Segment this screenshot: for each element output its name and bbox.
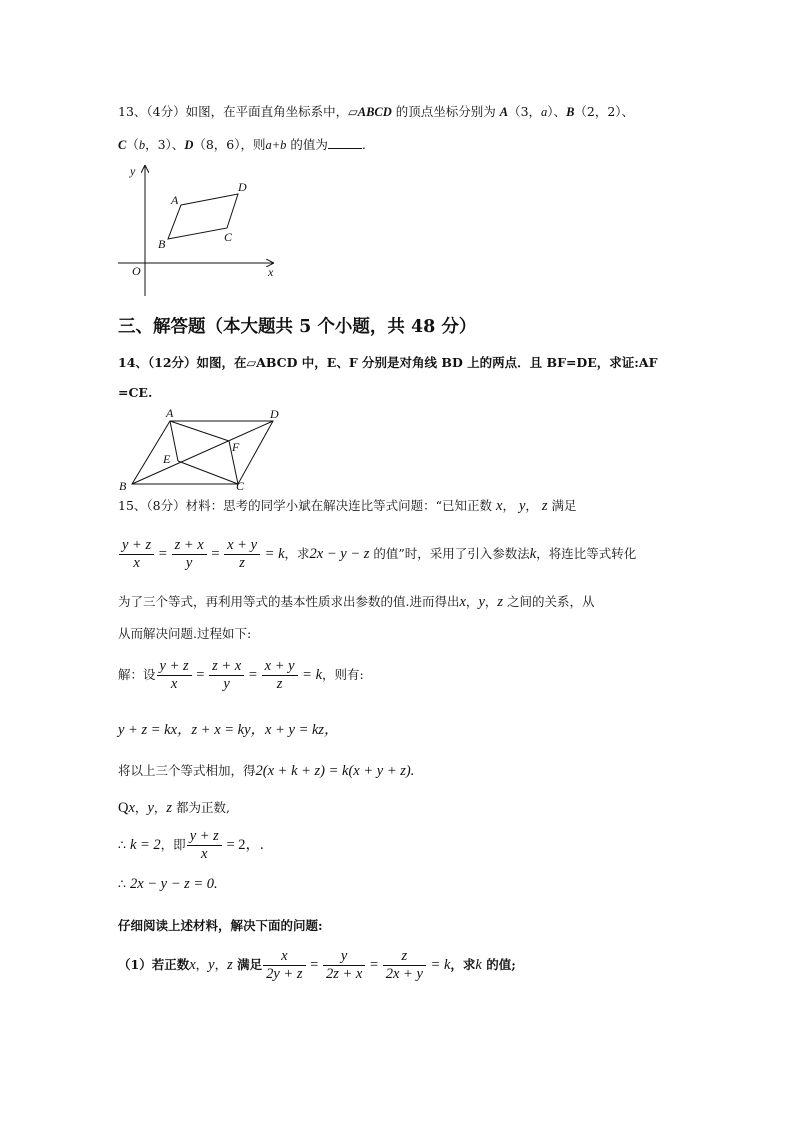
var-z: z	[541, 498, 548, 514]
q15-l2-mid: ，求	[284, 546, 310, 561]
frac-den: y	[185, 555, 193, 571]
q13-C-coords-2: ，3）、	[145, 137, 185, 152]
q13-A: A	[499, 105, 509, 119]
equals: =	[245, 667, 261, 683]
fraction-3	[224, 537, 260, 572]
frac-num: z + x	[209, 658, 244, 676]
frac-num: z + x	[172, 537, 207, 555]
comma: ，	[195, 957, 209, 972]
fraction-3b	[262, 658, 298, 693]
q15-l2-end: ，将连比等式转化	[536, 546, 637, 561]
fraction-2b	[209, 658, 244, 693]
q13-b: b	[138, 138, 146, 152]
frac-den: x	[170, 676, 178, 692]
q13-sep: ）、	[547, 104, 567, 119]
q13-line-1	[118, 104, 634, 120]
frac-den: x	[201, 846, 208, 862]
q13-figure	[118, 160, 288, 300]
label-F-14: F	[232, 440, 240, 454]
fraction-1	[119, 537, 154, 572]
q13-text: 13、（4分）如图，在平面直角坐标系中，	[118, 104, 349, 119]
label-O: O	[132, 264, 141, 278]
frac-den: y	[223, 676, 230, 692]
sum-expression: 2(x + k + z) = k(x + y + z).	[255, 763, 415, 779]
q15-line-3	[118, 594, 595, 610]
q15-l3-text: 为了三个等式，再利用等式的基本性质求出参数的值.进而得出	[118, 594, 460, 609]
q14-line-1: 14、（12分）如图，在▱ABCD 中，E、F 分别是对角线 BD 上的两点．且 BF=DE，求证:AF	[118, 355, 658, 370]
frac-num: x	[263, 948, 305, 966]
comma: ，	[484, 594, 498, 609]
q15-l7-text: 将以上三个等式相加，得	[118, 763, 256, 778]
label-D-14: D	[270, 407, 279, 421]
q15-l12-c: ，求	[450, 957, 476, 972]
label-E-14: E	[163, 452, 171, 466]
q15-l9-text: ，即	[160, 837, 186, 852]
q15-l12-text: （1）若正数	[118, 957, 190, 972]
label-x: x	[268, 265, 274, 279]
equals: =	[207, 546, 224, 562]
q15-line-9	[118, 826, 264, 864]
since-symbol: Q	[118, 800, 129, 816]
fraction-2	[172, 537, 207, 572]
frac-num: x + y	[262, 658, 298, 676]
q13-tail: 的值为	[286, 137, 328, 152]
q15-line-5	[118, 656, 364, 694]
label-A: A	[171, 193, 179, 207]
q13-end: .	[361, 137, 366, 152]
q14-figure	[118, 405, 298, 490]
var-y: y	[478, 594, 485, 610]
parallelogram-symbol: ▱	[348, 104, 358, 119]
frac-den: 2y + z	[266, 966, 303, 982]
answer-blank	[328, 136, 362, 149]
frac-den: z	[239, 555, 245, 571]
q15-l8-end: 都为正数,	[172, 800, 230, 815]
q13-a: a	[541, 105, 548, 119]
frac-den: 2x + y	[385, 966, 423, 982]
fraction-y	[323, 948, 365, 983]
q15-l1-text: 15、（8分）材料：思考的同学小斌在解决连比等式问题：“已知正数	[118, 498, 493, 513]
k-equals-2: k = 2	[129, 837, 161, 853]
fraction-1b	[157, 658, 192, 693]
var-z: z	[497, 594, 504, 610]
equals-k: = k	[426, 957, 451, 973]
var-x: x	[496, 498, 503, 514]
fraction-yz-x	[187, 828, 222, 863]
q15-line-4: 从而解决问题.过程如下:	[118, 626, 252, 641]
segment-af	[170, 421, 229, 441]
result-expression: 2x − y − z = 0.	[129, 876, 218, 892]
label-C-14: C	[236, 479, 245, 490]
comma: ，	[525, 498, 538, 513]
expr-2x-y-z: 2x − y − z	[309, 546, 370, 562]
q13-C-coords-1: （	[126, 137, 139, 152]
frac-num: y	[323, 948, 365, 966]
var-x: x	[459, 594, 466, 610]
label-D: D	[238, 180, 247, 194]
var-x: x	[189, 957, 196, 973]
label-y: y	[130, 164, 136, 178]
equals: =	[306, 957, 322, 973]
q15-l2-tail: 的值”时，采用了引入参数法	[369, 546, 530, 561]
q13-D: D	[184, 138, 194, 152]
q15-l12-b: 满足	[232, 957, 263, 972]
q13-D-coords: （8，6），则	[193, 137, 266, 152]
q15-line-12	[118, 945, 516, 985]
section-title: 三、解答题（本大题共 5 个小题，共 48 分）	[118, 317, 477, 337]
equals: =	[366, 957, 382, 973]
q13-C: C	[118, 138, 127, 152]
q15-line-1	[118, 498, 577, 514]
fraction-z	[383, 948, 426, 983]
equals-k: = k	[261, 546, 285, 562]
therefore-symbol: ∴	[118, 837, 126, 852]
equals: =	[192, 667, 209, 683]
comma: ，	[134, 800, 148, 815]
q13-B-coords: （2，2）、	[574, 104, 635, 119]
q13-A-coords: （3，	[508, 104, 542, 119]
label-C: C	[224, 230, 233, 244]
equals-k: = k	[298, 667, 323, 683]
q14-line-2: =CE.	[118, 385, 153, 400]
var-y: y	[147, 800, 154, 816]
frac-den: x	[133, 555, 140, 571]
equals: =	[155, 546, 171, 562]
q15-line-11: 仔细阅读上述材料，解决下面的问题:	[118, 918, 323, 933]
frac-num: z	[383, 948, 426, 966]
equals-2: = 2，.	[222, 837, 264, 853]
frac-num: y + z	[187, 828, 222, 846]
q15-l3-end: 之间的关系，从	[503, 594, 595, 609]
comma: ，	[153, 800, 167, 815]
q15-line-8	[118, 800, 230, 816]
var-y: y	[518, 498, 526, 514]
var-k: k	[529, 546, 537, 562]
q15-line-10	[118, 876, 218, 892]
fraction-x	[263, 948, 305, 983]
diagonal-bd	[132, 421, 273, 484]
therefore-symbol: ∴	[118, 876, 126, 891]
var-y: y	[208, 957, 215, 973]
frac-num: y + z	[119, 537, 154, 555]
q15-l12-end: 的值;	[481, 957, 516, 972]
q13-name: ABCD	[357, 105, 392, 119]
segment-ce	[178, 461, 238, 484]
q15-line-2	[118, 535, 636, 573]
q15-line-6: y + z = kx，z + x = ky，x + y = kz，	[118, 722, 339, 738]
q13-apb: a+b	[265, 138, 287, 152]
comma: ，	[465, 594, 479, 609]
var-k: k	[475, 957, 482, 973]
q13-B: B	[566, 105, 575, 119]
var-z: z	[227, 957, 233, 973]
frac-den: z	[276, 676, 283, 692]
comma: ，	[502, 498, 515, 513]
q15-l5-text: 解：设	[118, 667, 156, 682]
var-x: x	[128, 800, 135, 816]
frac-num: y + z	[157, 658, 192, 676]
q15-l5-end: ，则有:	[322, 667, 364, 682]
label-B: B	[158, 237, 166, 251]
frac-num: x + y	[224, 537, 260, 555]
var-z: z	[166, 800, 173, 816]
segment-ae	[170, 421, 178, 461]
frac-den: 2z + x	[325, 966, 363, 982]
q15-l1-end: 满足	[547, 498, 577, 513]
label-A-14: A	[166, 406, 174, 420]
q13-mid: 的顶点坐标分别为	[391, 104, 500, 119]
comma: ，	[214, 957, 228, 972]
q15-line-7	[118, 763, 414, 779]
q13-line-2	[118, 136, 366, 153]
label-B-14: B	[119, 479, 127, 490]
